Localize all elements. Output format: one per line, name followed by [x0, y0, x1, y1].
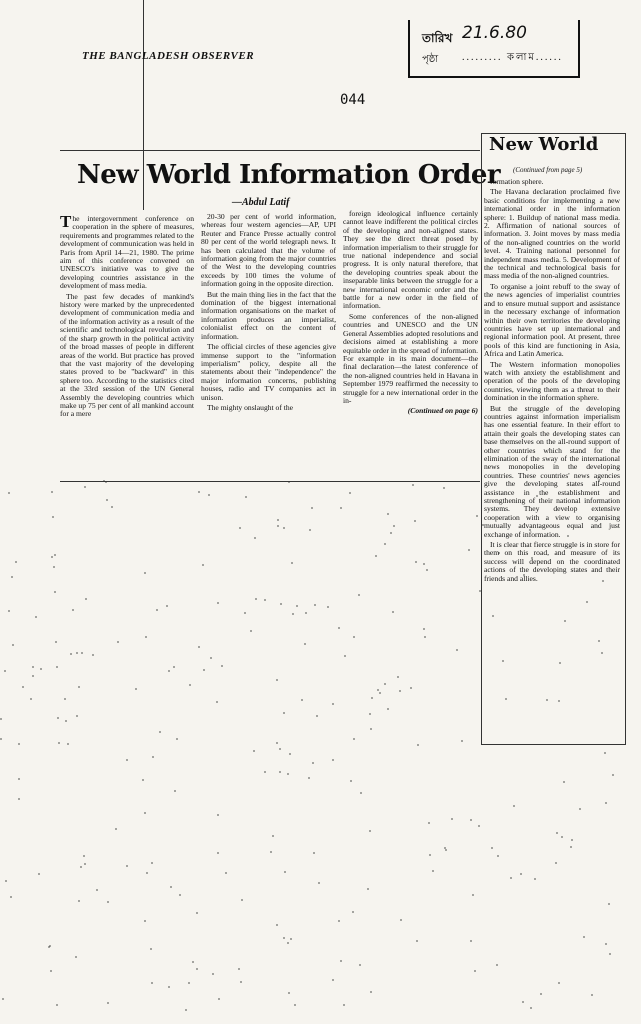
page-value: ......... কলাম......	[462, 52, 563, 63]
noise-speck	[583, 936, 585, 938]
noise-speck	[309, 529, 311, 531]
noise-speck	[277, 519, 279, 521]
paragraph: But the main thing lies in the fact that the domination of the biggest international information organisations on the market of information produces an imperialist, colonialist effect on the content of information.	[201, 289, 336, 341]
noise-speck	[264, 771, 266, 773]
noise-speck	[510, 877, 512, 879]
noise-speck	[470, 819, 472, 821]
paragraph: foreign ideological influence certainly cannot leave indifferent the political circles of the developing and non-aligned states. They see the direct threat posed by information imperialism to their struggle for true national independence and social progress. It is only natural therefore, that the developing countries speak about the inseparable links between the struggle for a new international economic order and the battle for a new order in the field of information.	[343, 210, 478, 311]
noise-speck	[48, 946, 50, 948]
noise-speck	[55, 641, 57, 643]
noise-speck	[0, 738, 2, 740]
noise-speck	[84, 486, 86, 488]
noise-speck	[151, 982, 153, 984]
noise-speck	[126, 865, 128, 867]
noise-speck	[217, 814, 219, 816]
noise-speck	[292, 613, 294, 615]
article-byline: —Abdul Latif	[232, 197, 290, 208]
noise-speck	[15, 561, 17, 563]
noise-speck	[416, 940, 418, 942]
noise-speck	[371, 697, 373, 699]
noise-speck	[340, 507, 342, 509]
noise-speck	[210, 657, 212, 659]
noise-speck	[327, 606, 329, 608]
noise-speck	[445, 849, 447, 851]
noise-speck	[32, 675, 34, 677]
noise-speck	[377, 689, 379, 691]
noise-speck	[144, 920, 146, 922]
noise-speck	[76, 652, 78, 654]
noise-speck	[84, 863, 86, 865]
noise-speck	[218, 998, 220, 1000]
noise-speck	[296, 605, 298, 607]
noise-speck	[202, 564, 204, 566]
noise-speck	[239, 527, 241, 529]
noise-speck	[151, 862, 153, 864]
noise-speck	[375, 555, 377, 557]
noise-speck	[478, 825, 480, 827]
noise-speck	[57, 717, 59, 719]
noise-speck	[65, 720, 67, 722]
noise-speck	[179, 894, 181, 896]
noise-speck	[318, 882, 320, 884]
noise-speck	[208, 494, 210, 496]
noise-speck	[126, 759, 128, 761]
noise-speck	[144, 572, 146, 574]
noise-speck	[198, 646, 200, 648]
noise-speck	[54, 591, 56, 593]
noise-speck	[83, 855, 85, 857]
noise-speck	[520, 873, 522, 875]
noise-speck	[78, 900, 80, 902]
noise-speck	[51, 491, 53, 493]
noise-speck	[379, 692, 381, 694]
noise-speck	[5, 880, 7, 882]
noise-speck	[254, 537, 256, 539]
noise-speck	[107, 901, 109, 903]
noise-speck	[369, 830, 371, 832]
noise-speck	[240, 981, 242, 983]
noise-speck	[338, 920, 340, 922]
noise-speck	[18, 798, 20, 800]
noise-speck	[283, 937, 285, 939]
article-column-2	[201, 213, 336, 477]
noise-speck	[64, 698, 66, 700]
noise-speck	[570, 846, 572, 848]
side-article-body	[484, 178, 620, 738]
noise-speck	[387, 708, 389, 710]
drop-cap: T	[60, 215, 72, 231]
noise-speck	[276, 924, 278, 926]
noise-speck	[52, 516, 54, 518]
paragraph: 20-30 per cent of world information, whereas four western agencies—AP, UPI Reuter and France Presse actually control 80 per cent of the world telegraph news. It has been calculated that the volume of information going from the major countries of the West to the developing countries exceeds by 100 times the volume of information going in the opposite direction.	[201, 213, 336, 289]
noise-speck	[415, 561, 417, 563]
noise-speck	[170, 886, 172, 888]
noise-speck	[369, 713, 371, 715]
noise-speck	[270, 851, 272, 853]
noise-speck	[423, 628, 425, 630]
noise-speck	[294, 1004, 296, 1006]
noise-speck	[612, 774, 614, 776]
noise-speck	[412, 484, 414, 486]
side-article-continued-from: (Continued from page 5)	[513, 166, 583, 174]
noise-speck	[279, 748, 281, 750]
noise-speck	[444, 847, 446, 849]
noise-speck	[563, 781, 565, 783]
noise-speck	[106, 499, 108, 501]
noise-speck	[279, 771, 281, 773]
noise-speck	[316, 715, 318, 717]
noise-speck	[217, 602, 219, 604]
noise-speck	[540, 993, 542, 995]
noise-speck	[241, 899, 243, 901]
noise-speck	[304, 643, 306, 645]
noise-speck	[343, 1004, 345, 1006]
noise-speck	[216, 701, 218, 703]
noise-speck	[314, 604, 316, 606]
noise-speck	[350, 780, 352, 782]
noise-speck	[384, 543, 386, 545]
noise-speck	[96, 889, 98, 891]
noise-speck	[107, 1002, 109, 1004]
noise-speck	[22, 686, 24, 688]
noise-speck	[349, 492, 351, 494]
noise-speck	[609, 953, 611, 955]
noise-speck	[604, 752, 606, 754]
noise-speck	[353, 636, 355, 638]
noise-speck	[530, 1007, 532, 1009]
noise-speck	[174, 790, 176, 792]
noise-speck	[12, 644, 14, 646]
article-column-3	[343, 210, 478, 477]
paragraph: The official circles of these agencies give immense support to the "information imperialism" policy, despite all the statements about their "independence" the major information concerns, publishing houses, radio and TV companies act in unison.	[201, 342, 336, 402]
noise-speck	[8, 610, 10, 612]
noise-speck	[168, 986, 170, 988]
noise-speck	[72, 609, 74, 611]
noise-speck	[75, 956, 77, 958]
noise-speck	[311, 507, 313, 509]
noise-speck	[558, 982, 560, 984]
noise-speck	[56, 666, 58, 668]
noise-speck	[393, 525, 395, 527]
noise-speck	[344, 655, 346, 657]
noise-speck	[496, 964, 498, 966]
noise-speck	[8, 492, 10, 494]
paragraph: The Havana declaration proclaimed five basic conditions for implementing a new international order in the information sphere: 1. Buildup of national mass media. 2. Affirmation of national sources of information. 3. Joint moves by mass media of the non-aligned countries on the world level. 4. Training national personnel for independent mass media. 5. Development of the technical and technological basis for mass media of the non-aligned countries.	[484, 187, 620, 281]
noise-speck	[85, 598, 87, 600]
noise-speck	[18, 778, 20, 780]
noise-speck	[301, 699, 303, 701]
noise-speck	[35, 616, 37, 618]
noise-speck	[534, 878, 536, 880]
noise-speck	[78, 686, 80, 688]
noise-speck	[338, 627, 340, 629]
paragraph: The intergovernment conference on cooperation in the sphere of measures, requirements and programmes related to the development of communication was held in Paris from April 14—21, 1980. The prime aim of this conference convened on UNESCO's initiative was to give the developing countries assistance in the development of mass media.	[60, 215, 194, 291]
noise-speck	[571, 839, 573, 841]
noise-speck	[367, 888, 369, 890]
noise-speck	[54, 554, 56, 556]
noise-speck	[58, 742, 60, 744]
noise-speck	[276, 742, 278, 744]
noise-speck	[472, 894, 474, 896]
noise-speck	[188, 982, 190, 984]
noise-speck	[0, 718, 2, 720]
noise-speck	[76, 715, 78, 717]
noise-speck	[2, 998, 4, 1000]
paragraph: The Western information monopolies watch with anxiety the establishment and operation of the pools of the developing countries, viewing them as a threat to their domination in the information sphere.	[484, 359, 620, 403]
noise-speck	[605, 802, 607, 804]
noise-speck	[476, 515, 478, 517]
date-stamp-box	[408, 20, 580, 78]
noise-speck	[245, 496, 247, 498]
noise-speck	[288, 992, 290, 994]
noise-speck	[38, 873, 40, 875]
noise-speck	[308, 777, 310, 779]
noise-speck	[332, 979, 334, 981]
paragraph: It is clear that fierce struggle is in store for them on this road, and measure of its success will depend on the coordinated actions of the developing states and their friends and allies.	[484, 540, 620, 583]
noise-speck	[142, 779, 144, 781]
noise-speck	[591, 994, 593, 996]
noise-speck	[135, 688, 137, 690]
noise-speck	[468, 549, 470, 551]
noise-speck	[185, 1009, 187, 1011]
noise-speck	[115, 828, 117, 830]
noise-speck	[203, 669, 205, 671]
noise-speck	[556, 832, 558, 834]
noise-speck	[176, 738, 178, 740]
noise-speck	[579, 808, 581, 810]
noise-speck	[244, 612, 246, 614]
noise-speck	[426, 569, 428, 571]
noise-speck	[340, 960, 342, 962]
noise-speck	[312, 762, 314, 764]
noise-speck	[146, 872, 148, 874]
noise-speck	[470, 940, 472, 942]
noise-speck	[555, 862, 557, 864]
noise-speck	[390, 532, 392, 534]
noise-speck	[384, 683, 386, 685]
noise-speck	[253, 750, 255, 752]
noise-speck	[370, 991, 372, 993]
noise-speck	[280, 603, 282, 605]
noise-speck	[196, 912, 198, 914]
noise-speck	[497, 855, 499, 857]
noise-speck	[432, 870, 434, 872]
noise-speck	[428, 822, 430, 824]
noise-speck	[189, 684, 191, 686]
noise-speck	[608, 903, 610, 905]
noise-speck	[370, 728, 372, 730]
noise-speck	[513, 805, 515, 807]
noise-speck	[424, 636, 426, 638]
noise-speck	[277, 525, 279, 527]
noise-speck	[461, 740, 463, 742]
date-label: তারিখ	[422, 31, 453, 45]
noise-speck	[166, 605, 168, 607]
noise-speck	[561, 836, 563, 838]
noise-speck	[332, 703, 334, 705]
noise-speck	[198, 491, 200, 493]
noise-speck	[305, 612, 307, 614]
noise-speck	[400, 919, 402, 921]
noise-speck	[145, 636, 147, 638]
noise-speck	[217, 852, 219, 854]
noise-speck	[56, 1004, 58, 1006]
noise-speck	[4, 670, 6, 672]
paragraph: The past few decades of mankind's history were marked by the unprecedented development of communication media and of the information activity as a result of the scientific and technological revolution and of the sharp growth in the political activity of the broad masses of people in different areas of the world. But practice has proved that the vast majority of the developing states proved to be "backward" in this sphere too. According to the statistics cited at the 33rd session of the UN General Assembly the developing countries which make up 75 per cent of all mankind account for a mere	[60, 291, 194, 419]
noise-speck	[276, 679, 278, 681]
noise-speck	[287, 773, 289, 775]
noise-speck	[53, 566, 55, 568]
noise-speck	[287, 942, 289, 944]
noise-speck	[255, 598, 257, 600]
noise-speck	[168, 670, 170, 672]
noise-speck	[81, 652, 83, 654]
paragraph: formation sphere.	[490, 178, 544, 186]
noise-speck	[353, 738, 355, 740]
noise-speck	[360, 792, 362, 794]
noise-speck	[332, 759, 334, 761]
noise-speck	[522, 1001, 524, 1003]
noise-speck	[11, 576, 13, 578]
noise-speck	[117, 641, 119, 643]
noise-speck	[284, 871, 286, 873]
noise-speck	[290, 938, 292, 940]
noise-speck	[67, 743, 69, 745]
noise-speck	[50, 970, 52, 972]
noise-speck	[423, 563, 425, 565]
page-label: পৃষ্ঠা	[422, 54, 439, 65]
noise-speck	[156, 609, 158, 611]
noise-speck	[313, 852, 315, 854]
noise-speck	[474, 970, 476, 972]
noise-speck	[30, 698, 32, 700]
noise-speck	[212, 973, 214, 975]
noise-speck	[451, 818, 453, 820]
noise-speck	[491, 847, 493, 849]
noise-speck	[250, 630, 252, 632]
continued-note: (Continued on page 6)	[407, 406, 478, 416]
noise-speck	[289, 753, 291, 755]
noise-speck	[92, 654, 94, 656]
noise-speck	[291, 562, 293, 564]
noise-speck	[111, 506, 113, 508]
paragraph: The mighty onslaught of the	[207, 402, 294, 412]
article-column-1	[60, 215, 194, 477]
noise-speck	[238, 968, 240, 970]
noise-speck	[221, 665, 223, 667]
noise-speck	[417, 744, 419, 746]
clip-number: 044	[340, 92, 366, 108]
article-headline: New World Information Order	[77, 160, 501, 190]
date-value: 21.6.80	[462, 23, 527, 43]
noise-speck	[397, 676, 399, 678]
noise-speck	[196, 968, 198, 970]
noise-speck	[410, 687, 412, 689]
noise-speck	[70, 653, 72, 655]
noise-speck	[225, 872, 227, 874]
noise-speck	[150, 948, 152, 950]
noise-speck	[359, 964, 361, 966]
noise-speck	[144, 812, 146, 814]
paragraph: To organise a joint rebuff to the sway of the news agencies of imperialist countries and to ensure mutual support and assistance in the necessary exchange of information within their own territories the developing countries have set up international and regional information pool. At present, three pools of this kind are functioning in Asia, Africa and Latin America.	[484, 281, 620, 359]
noise-speck	[358, 594, 360, 596]
side-article-title: New World	[489, 134, 599, 155]
noise-speck	[10, 896, 12, 898]
noise-speck	[387, 513, 389, 515]
noise-speck	[159, 731, 161, 733]
noise-speck	[392, 611, 394, 613]
masthead: THE BANGLADESH OBSERVER	[82, 50, 255, 62]
noise-speck	[173, 666, 175, 668]
noise-speck	[32, 666, 34, 668]
noise-speck	[152, 756, 154, 758]
noise-speck	[283, 712, 285, 714]
noise-speck	[456, 649, 458, 651]
noise-speck	[443, 487, 445, 489]
paragraph: But the struggle of the developing countries against information imperialism has one essential feature. In their effort to attain their goals the developing states can base themselves on the all-round support of other countries which stand for the elimination of the sway of the international news monopolies in the developing countries. These countries' news agencies give the developing states all-round assistance in the establishment and strengthening of their national information systems. They develop extensive cooperation with a view to organising mutually advantageous equal and just exchange of information.	[484, 403, 620, 539]
noise-speck	[352, 911, 354, 913]
noise-speck	[429, 854, 431, 856]
paragraph: Some conferences of the non-aligned countries and UNESCO and the UN General Assemblies adopted resolutions and decisions aimed at establishing a more equitable order in the spread of information. For example in its main document—the final declaration—the latest conference of the non-aligned countries held in Havana in September 1979 reaffirmed the necessity to struggle for a new international order in the in-	[343, 311, 478, 405]
noise-speck	[283, 527, 285, 529]
noise-speck	[605, 943, 607, 945]
noise-speck	[192, 961, 194, 963]
noise-speck	[51, 556, 53, 558]
noise-speck	[264, 599, 266, 601]
noise-speck	[414, 520, 416, 522]
noise-speck	[399, 690, 401, 692]
noise-speck	[272, 835, 274, 837]
noise-speck	[40, 668, 42, 670]
noise-speck	[80, 866, 82, 868]
noise-speck	[18, 743, 20, 745]
